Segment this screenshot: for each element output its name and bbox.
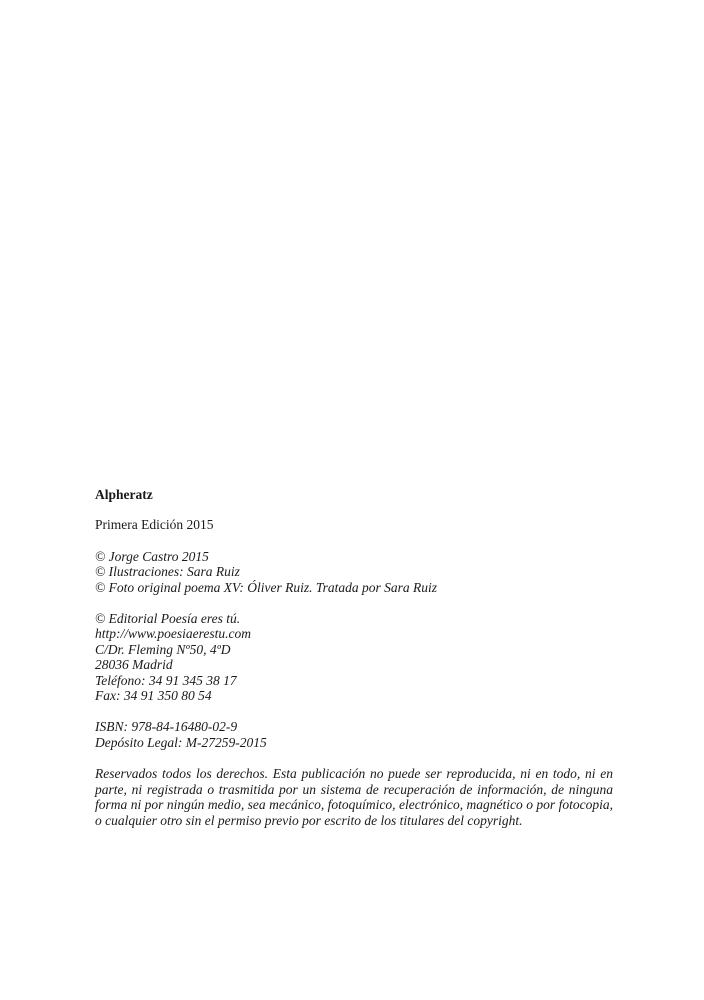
edition-line: Primera Edición 2015 (95, 517, 214, 533)
legal-block (95, 719, 613, 750)
book-title: Alpheratz (95, 487, 153, 502)
publisher-block (95, 611, 613, 703)
publisher-city: 28036 Madrid (95, 657, 173, 673)
legal-deposit: Depósito Legal: M-27259-2015 (95, 734, 267, 750)
credits-block (95, 549, 613, 595)
colophon (95, 487, 613, 828)
credit-photo: © Foto original poema XV: Óliver Ruiz. Tratada por Sara Ruiz (95, 579, 438, 595)
publisher-url: http://www.poesiaerestu.com (95, 626, 251, 642)
publisher-fax: Fax: 34 91 350 80 54 (95, 688, 212, 704)
publisher-phone: Teléfono: 34 91 345 38 17 (95, 672, 237, 688)
publisher-name: © Editorial Poesía eres tú. (95, 611, 241, 627)
publisher-street: C/Dr. Fleming Nº50, 4ºD (95, 641, 231, 657)
rights-notice: Reservados todos los derechos. Esta publicación no puede ser reproducida, ni en todo, ni en parte, ni registrada o trasmitida por un sistema de recuperación de información, de ninguna forma ni por ningún medio, sea mecánico, fotoquímico, electrónico, magnético o por fotocopia, o cualquier otro sin el permiso previo por escrito de los titulares del copyright. (95, 766, 613, 828)
credit-illustrations: © Ilustraciones: Sara Ruiz (95, 564, 240, 580)
isbn: ISBN: 978-84-16480-02-9 (95, 719, 238, 735)
credit-author: © Jorge Castro 2015 (95, 548, 209, 564)
